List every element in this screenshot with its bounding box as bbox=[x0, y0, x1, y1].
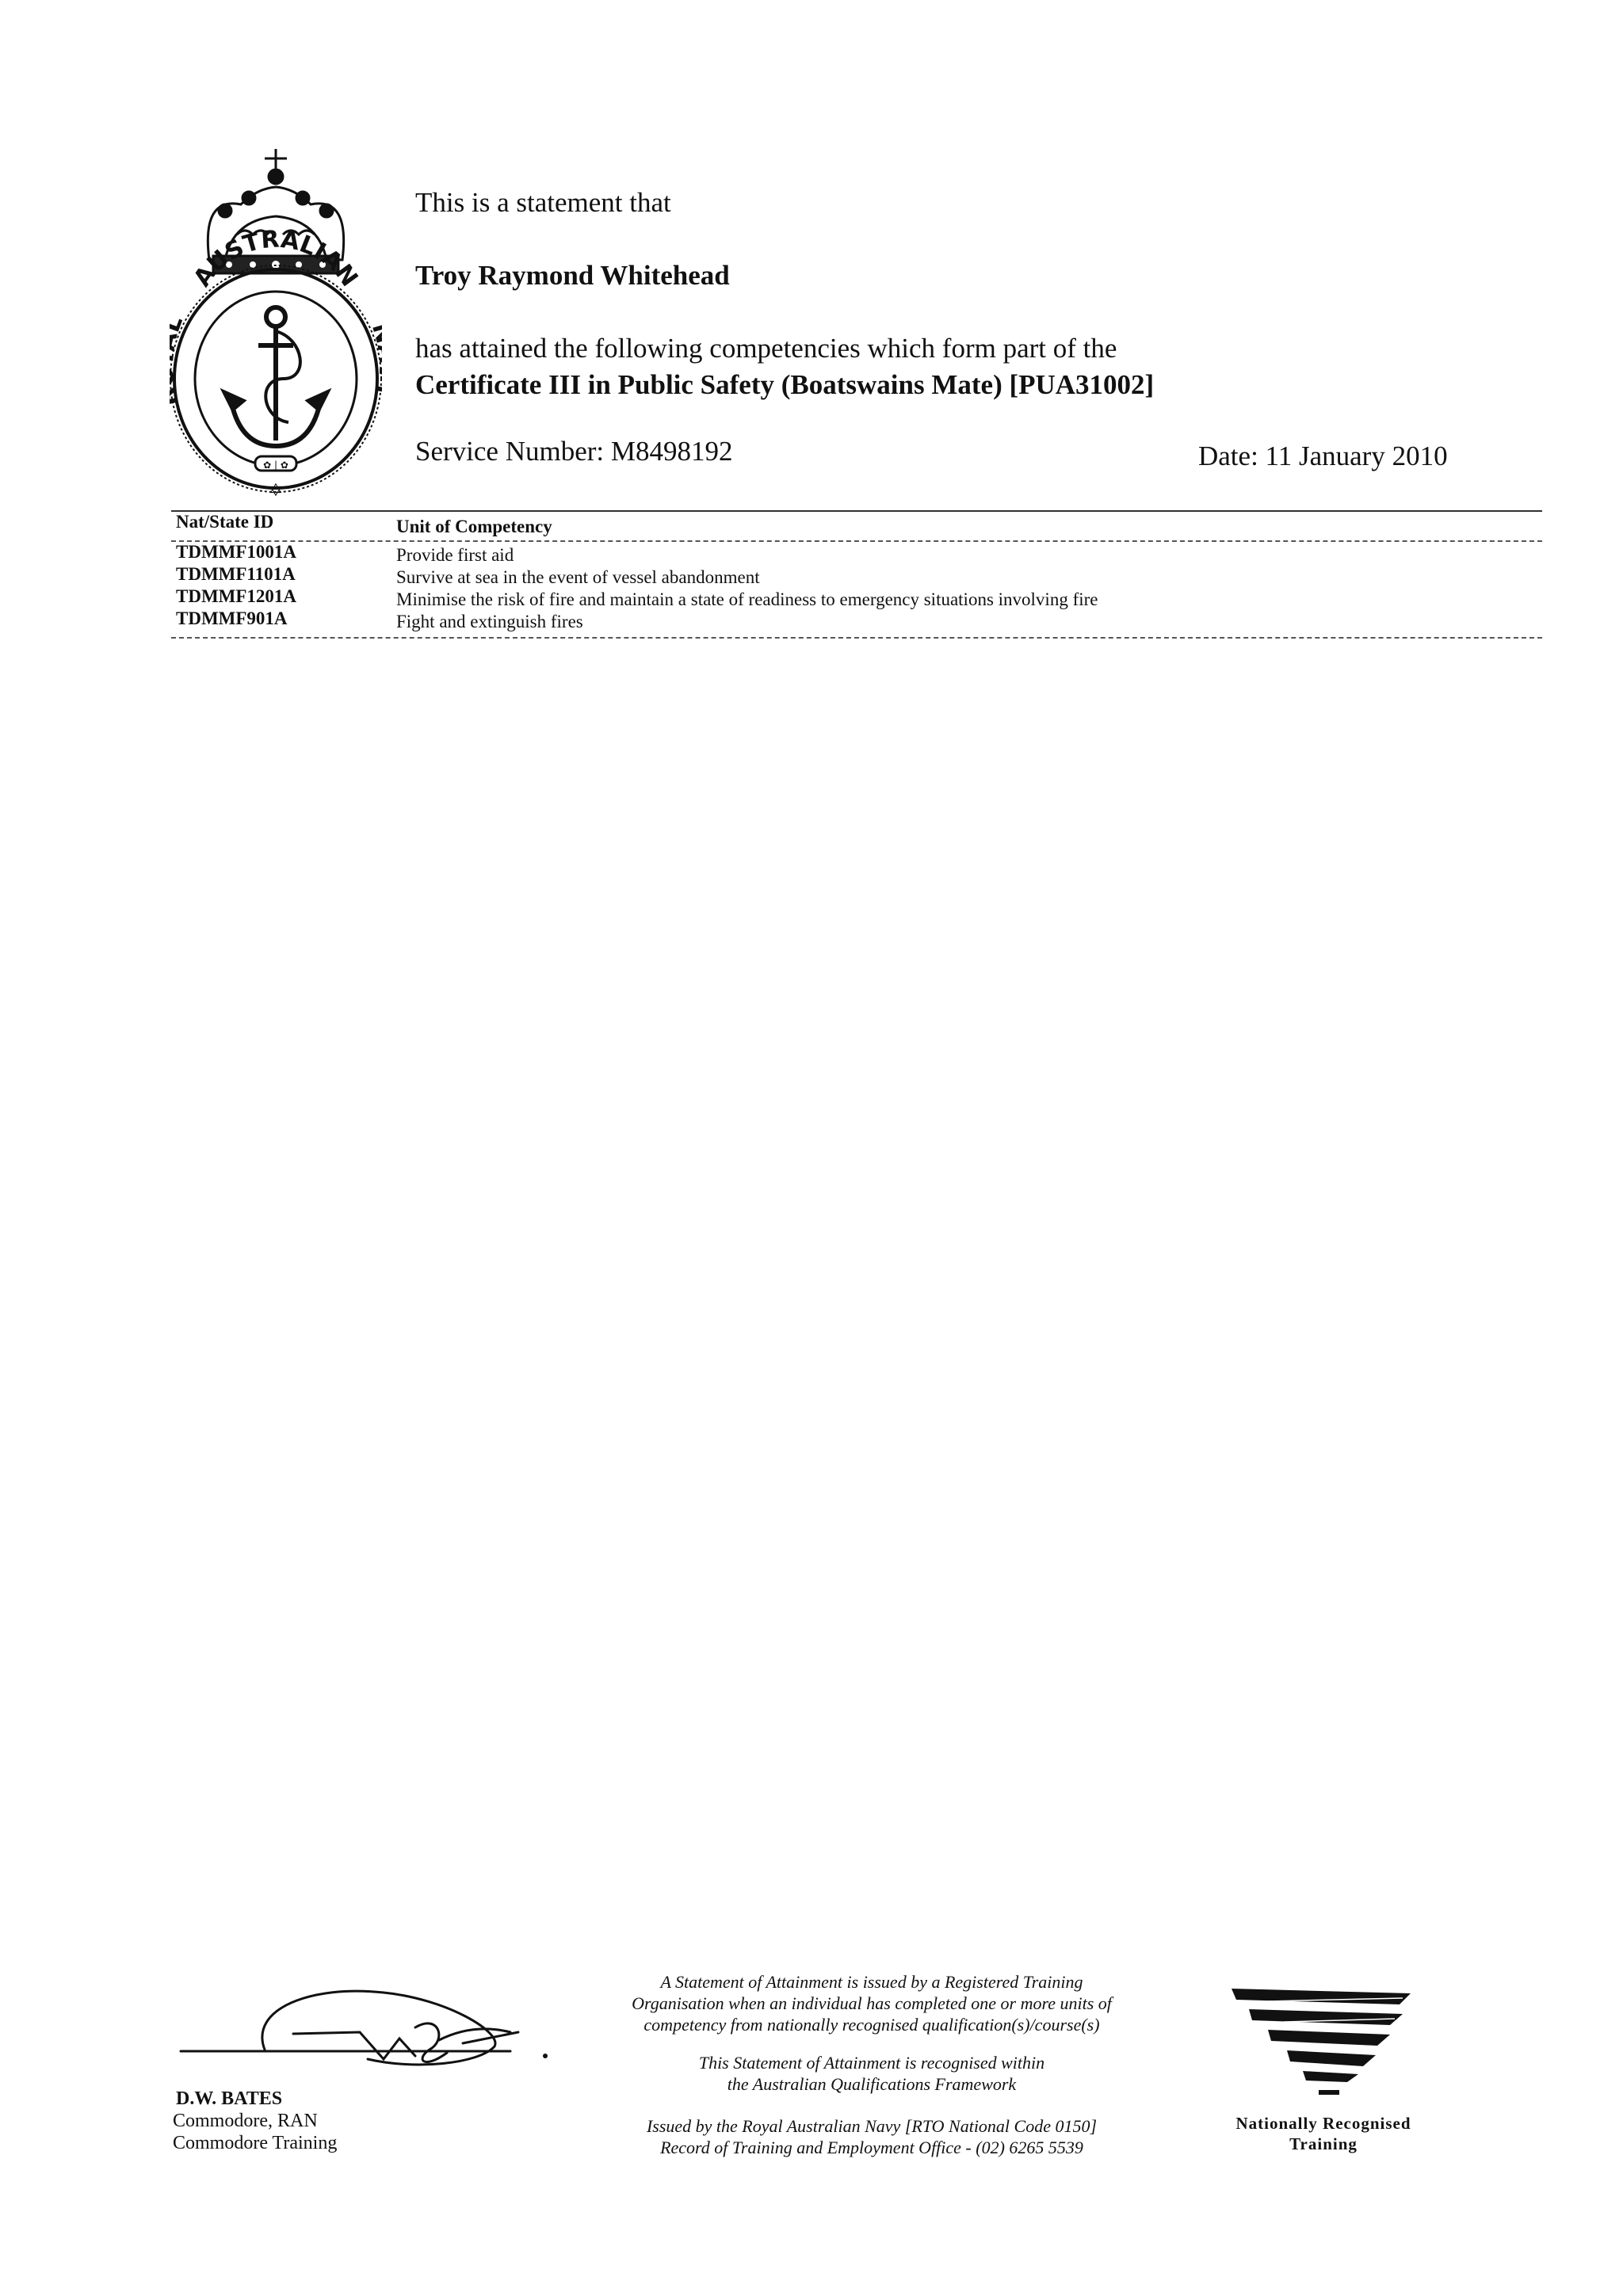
table-bottom-rule bbox=[171, 637, 1542, 639]
column-header-id: Nat/State ID bbox=[176, 512, 274, 532]
table-row-id: TDMMF901A bbox=[176, 608, 288, 628]
signatory-name: D.W. BATES bbox=[176, 2088, 283, 2109]
note-line: A Statement of Attainment is issued by a Registered Training bbox=[660, 1972, 1083, 1992]
table-header-rule bbox=[171, 540, 1542, 542]
signature-image bbox=[178, 1977, 558, 2084]
issuer-note bbox=[571, 2115, 1173, 2158]
note-line: the Australian Qualifications Framework bbox=[727, 2074, 1017, 2094]
nrt-line-1: Nationally Recognised bbox=[1235, 2114, 1411, 2133]
recipient-name: Troy Raymond Whitehead bbox=[415, 260, 730, 291]
svg-text:NAVY bbox=[366, 320, 382, 402]
svg-text:ROYAL bbox=[170, 312, 189, 409]
column-header-unit: Unit of Competency bbox=[396, 517, 552, 536]
service-number: Service Number: M8498192 bbox=[415, 436, 733, 467]
table-row-unit: Minimise the risk of fire and maintain a state of readiness to emergency situations involving fire bbox=[396, 589, 1098, 609]
table-row-unit: Provide first aid bbox=[396, 545, 514, 565]
note-line: Organisation when an individual has completed one or more units of bbox=[632, 1993, 1112, 2013]
nrt-line-2: Training bbox=[1289, 2134, 1358, 2153]
note-line: This Statement of Attainment is recognised within bbox=[698, 2053, 1045, 2073]
recognition-note bbox=[571, 2052, 1173, 2095]
signatory-role: Commodore Training bbox=[173, 2133, 338, 2153]
table-top-rule bbox=[171, 510, 1542, 512]
signatory-rank: Commodore, RAN bbox=[173, 2111, 318, 2131]
svg-text:✿ | ✿: ✿ | ✿ bbox=[263, 460, 288, 471]
ran-crest-logo bbox=[170, 141, 382, 499]
issue-date: Date: 11 January 2010 bbox=[1198, 441, 1448, 471]
table-row-unit: Survive at sea in the event of vessel abandonment bbox=[396, 567, 760, 587]
note-line: Issued by the Royal Australian Navy [RTO National Code 0150] bbox=[646, 2116, 1098, 2136]
svg-text:✡: ✡ bbox=[268, 481, 284, 499]
table-row-id: TDMMF1001A bbox=[176, 542, 297, 562]
table-row-id: TDMMF1101A bbox=[176, 564, 296, 584]
definition-note bbox=[571, 1971, 1173, 2035]
table-row-id: TDMMF1201A bbox=[176, 586, 297, 606]
nrt-logo-icon bbox=[1220, 1982, 1426, 2109]
attainment-text: has attained the following competencies which form part of the bbox=[415, 333, 1117, 364]
table-row-unit: Fight and extinguish fires bbox=[396, 612, 583, 631]
statement-intro: This is a statement that bbox=[415, 187, 671, 218]
certificate-title: Certificate III in Public Safety (Boatswains Mate) [PUA31002] bbox=[415, 369, 1155, 400]
svg-text:AUSTRALIAN: AUSTRALIAN bbox=[188, 225, 364, 292]
note-line: Record of Training and Employment Office - (02) 6265 5539 bbox=[660, 2138, 1083, 2157]
anchor-icon bbox=[225, 307, 327, 446]
note-line: competency from nationally recognised qualification(s)/course(s) bbox=[643, 2015, 1100, 2035]
